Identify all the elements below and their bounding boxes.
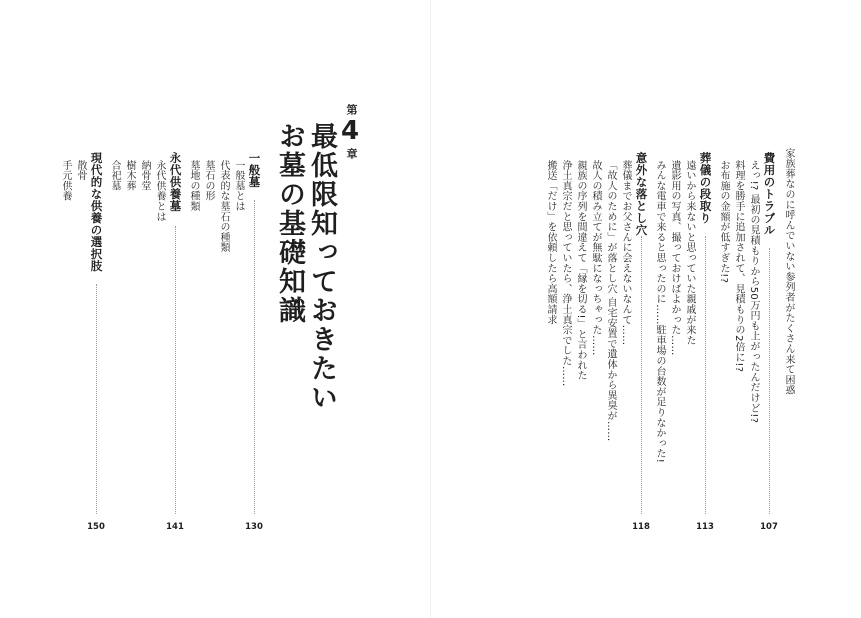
toc-sub-item[interactable]: 永代供養とは (154, 160, 165, 222)
toc-sub-item[interactable]: えっ!? 最初の見積もりから50万円も上がったんだけど!? (748, 160, 759, 424)
toc-sub-item[interactable]: 浄土真宗だと思っていたら、浄土真宗でした…… (560, 160, 571, 387)
section-heading-costs[interactable]: 費用のトラブル (762, 152, 777, 236)
page-number: 130 (245, 522, 263, 532)
toc-sub-item[interactable]: 合祀墓 (109, 160, 120, 191)
page-number: 118 (632, 522, 650, 532)
leader-dots (175, 226, 176, 514)
section-heading-modern[interactable]: 現代的な供養の選択肢 (89, 152, 104, 272)
toc-sub-item[interactable]: 葬儀までお父さんに会えないなんて…… (620, 160, 631, 346)
page-number: 113 (696, 522, 714, 532)
leader-dots (96, 284, 97, 514)
chapter-title-line-1: 最低限知っておきたい (306, 122, 337, 412)
page-number: 107 (760, 522, 778, 532)
leader-dots (769, 248, 770, 514)
section-heading-procedure[interactable]: 葬儀の段取り (698, 152, 713, 224)
leader-dots (705, 236, 706, 514)
leader-dots (641, 236, 642, 514)
toc-sub-item[interactable]: 親族の序列を間違えて「縁を切る!」と言われた (575, 160, 586, 381)
section-heading-pitfalls[interactable]: 意外な落とし穴 (634, 152, 649, 236)
toc-sub-item[interactable]: 樹木葬 (124, 160, 135, 191)
toc-sub-item[interactable]: 「故人のために」が落とし穴 自宅安置で遺体から異臭が…… (605, 160, 616, 442)
toc-sub-item[interactable]: 家族葬なのに呼んでいない参列者がたくさん来て困惑 (783, 148, 794, 396)
chapter-number: 4 (340, 116, 360, 146)
leader-dots (254, 200, 255, 514)
left-page (0, 0, 430, 618)
section-heading-ippanbo[interactable]: 一般墓 (247, 152, 262, 188)
toc-sub-item[interactable]: 一般墓とは (233, 160, 244, 212)
toc-sub-item[interactable]: 納骨堂 (139, 160, 150, 191)
toc-sub-item[interactable]: 散骨 (75, 160, 86, 181)
toc-sub-item[interactable]: 墓地の種類 (188, 160, 199, 212)
page-number: 150 (87, 522, 105, 532)
toc-sub-item[interactable]: 遺影用の写真、撮っておけばよかった…… (669, 160, 680, 356)
toc-sub-item[interactable]: みんな電車で来ると思ったのに……駐車場の台数が足りなかった! (654, 160, 665, 464)
chapter-title-line-2: お墓の基礎知識 (274, 122, 305, 325)
toc-sub-item[interactable]: 料理を勝手に追加されて、見積もりの2倍に!? (733, 160, 744, 373)
chapter-prefix: 第 (345, 104, 358, 115)
toc-sub-item[interactable]: 故人の積み立てが無駄になっちゃった…… (590, 160, 601, 356)
right-page (431, 0, 861, 618)
toc-sub-item[interactable]: お布施の金額が低すぎた!? (718, 160, 729, 284)
toc-sub-item[interactable]: 搬送「だけ」を依頼したら高額請求 (545, 160, 556, 325)
section-heading-eitai[interactable]: 永代供養墓 (168, 152, 183, 212)
page-number: 141 (166, 522, 184, 532)
toc-sub-item[interactable]: 手元供養 (60, 160, 71, 202)
toc-sub-item[interactable]: 遠いから来ないと思っていた親戚が来た (684, 160, 695, 346)
chapter-suffix: 章 (345, 148, 358, 159)
toc-sub-item[interactable]: 代表的な墓石の種類 (218, 160, 229, 253)
toc-sub-item[interactable]: 墓石の形 (203, 160, 214, 202)
